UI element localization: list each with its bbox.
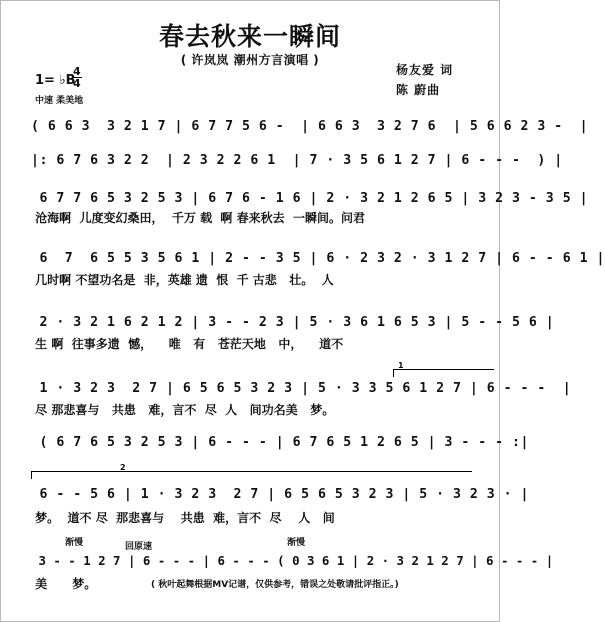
lyrics-row-3: 沧海啊 儿度变幻桑田， 千万 载 啊 春来秋去 一瞬间。问君 — [31, 211, 365, 225]
notes-row-4: 6 7 6 5 5 3 5 6 1 | 2 - - 3 5 | 6 · 2 3 2 · 3 1 2 7 | 6 - - 6 1 | — [31, 251, 605, 266]
meter-numerator: 4 — [73, 65, 81, 78]
second-ending-number: 2 — [120, 463, 126, 472]
first-ending-bracket — [393, 361, 494, 377]
time-signature — [73, 66, 81, 89]
ritardando-mark-2: 渐慢 — [287, 538, 306, 548]
notes-row-2: |: 6 7 6 3 2 2 | 2 3 2 2 6 1 | 7 · 3 5 6 1 2 7 | 6 - - - ) | — [31, 153, 563, 168]
song-title: 春去秋来一瞬间 — [158, 22, 341, 51]
lyricist-credit: 杨友爱 词 — [396, 63, 454, 77]
lyrics-row-8: 梦。 道不 尽 那悲喜与 共患 难，言不 尽 人 间 — [31, 511, 335, 525]
notes-row-9: 3 - - 1 2 7 | 6 - - - | 6 - - - ( 0 3 6 1 | 2 · 3 2 1 2 7 | 6 - - - | — [31, 553, 554, 568]
lyrics-row-4: 几时啊 不望功名是 非，英雄 遗 恨 千 古悲 壮。 人 — [31, 273, 334, 287]
notes-row-5: 2 · 3 2 1 6 2 1 2 | 3 - - 2 3 | 5 · 3 6 1 6 5 3 | 5 - - 5 6 | — [31, 315, 555, 330]
composer-credit: 陈 蔚曲 — [396, 83, 441, 97]
notes-row-8: 6 - - 5 6 | 1 · 3 2 3 2 7 | 6 5 6 5 3 2 3 | 5 · 3 2 3 · | — [31, 487, 529, 502]
a-tempo-mark: 回原速 — [125, 542, 153, 552]
notes-row-1: ( 6 6 3 3 2 1 7 | 6 7 7 5 6 - | 6 6 3 3 2 7 6 | 5 6 6 2 3 - | — [31, 119, 589, 134]
song-subtitle: ( 许岚岚 潮州方言演唱 ) — [180, 53, 320, 67]
second-ending-bracket — [31, 463, 472, 479]
notes-row-6: 1 · 3 2 3 2 7 | 6 5 6 5 3 2 3 | 5 · 3 3 5 6 1 2 7 | 6 - - - | — [31, 381, 572, 396]
lyrics-row-5: 生 啊 往事多遗 憾， 唯 有 苍茫天地 中， 道不 — [31, 337, 344, 351]
first-ending-number: 1 — [398, 361, 404, 370]
key-signature: 1= ♭B — [35, 73, 76, 88]
lyrics-row-6: 尽 那悲喜与 共患 难，言不 尽 人 间功名美 梦。 — [31, 403, 335, 417]
meter-denominator: 4 — [73, 77, 81, 90]
lyrics-row-9: 美 梦。 — [31, 577, 97, 591]
tempo-marking: 中速 柔美地 — [35, 96, 84, 106]
footnote: ( 秋叶起舞根据MV记谱，仅供参考，错误之处敬请批评指正。) — [151, 580, 399, 590]
notes-row-3: 6 7 7 6 5 3 2 5 3 | 6 7 6 - 1 6 | 2 · 3 2 1 2 6 5 | 3 2 3 - 3 5 | — [31, 191, 589, 206]
notes-row-7: ( 6 7 6 5 3 2 5 3 | 6 - - - | 6 7 6 5 1 2 6 5 | 3 - - - :| — [31, 435, 529, 450]
ritardando-mark: 渐慢 — [65, 538, 84, 548]
